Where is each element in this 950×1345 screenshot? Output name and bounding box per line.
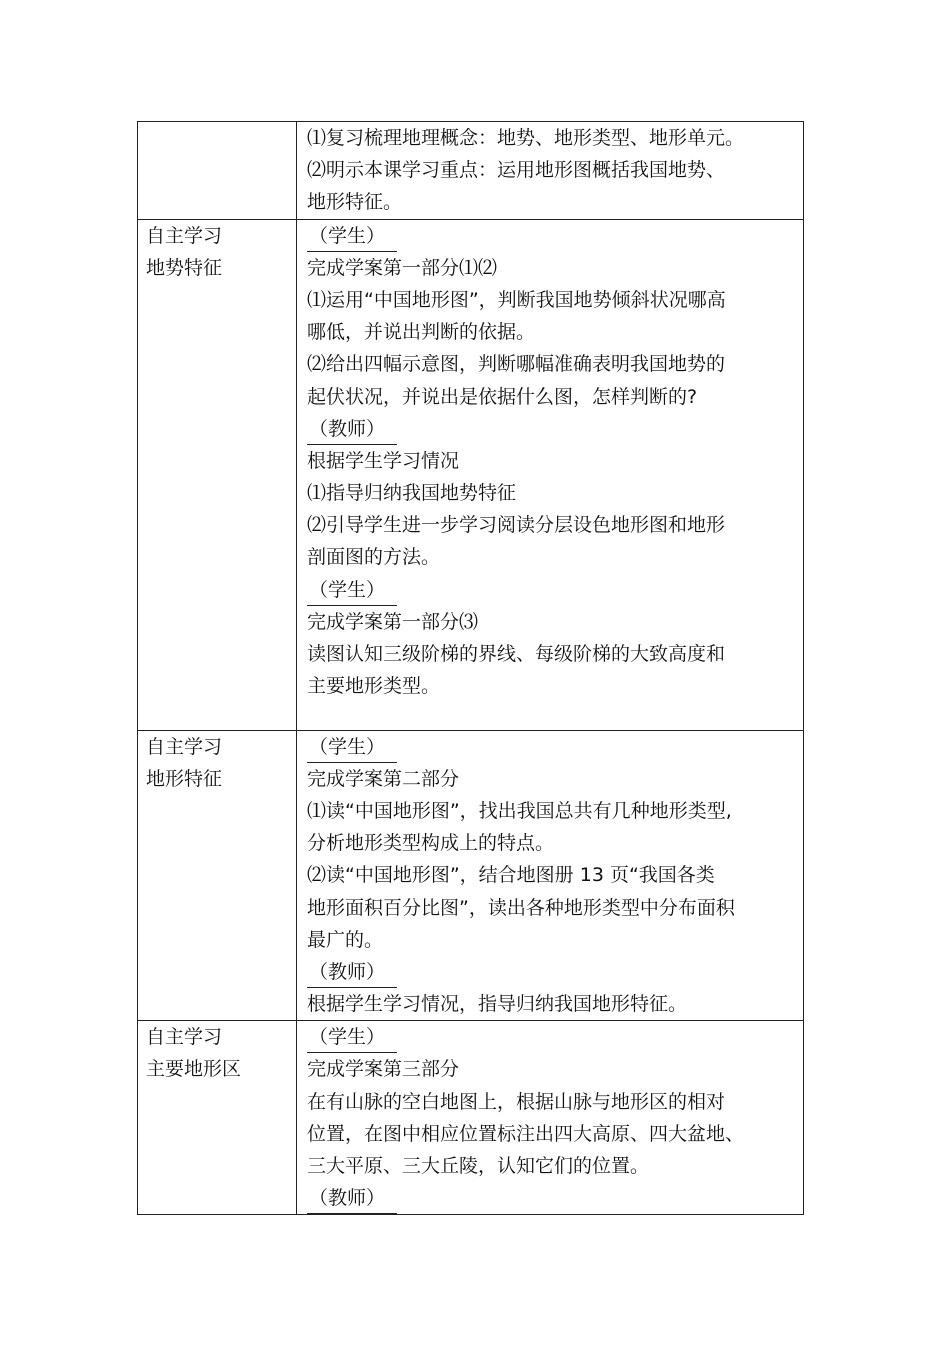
content-cell	[297, 122, 804, 220]
role-label-teacher: （教师）	[307, 957, 397, 988]
text-line: ⑴复习梳理地理概念：地势、地形类型、地形单元。	[307, 127, 745, 149]
text-line: 地形特征。	[307, 191, 403, 214]
text-line: ⑵读“中国地形图”，结合地图册 13 页“我国各类	[307, 864, 715, 887]
text-line: 完成学案第二部分	[307, 767, 460, 790]
stage-label: 自主学习	[146, 1026, 223, 1049]
content-cell	[297, 219, 804, 730]
text-line: 完成学案第一部分⑴⑵	[307, 256, 498, 279]
text-line: 地形面积百分比图”，读出各种地形类型中分布面积	[307, 896, 735, 919]
text-line: 位置，在图中相应位置标注出四大高原、四大盆地、	[307, 1122, 745, 1145]
lesson-plan-table	[137, 121, 804, 1215]
text-line: 分析地形类型构成上的特点。	[307, 832, 555, 855]
stage-cell	[138, 730, 297, 1021]
text-line: 哪低，并说出判断的依据。	[307, 321, 536, 344]
text-line: 剖面图的方法。	[307, 546, 441, 569]
stage-topic: 地形特征	[146, 767, 223, 790]
role-label-student: （学生）	[307, 1022, 397, 1053]
text-line: 读图认知三级阶梯的界线、每级阶梯的大致高度和	[307, 643, 726, 665]
text-line: ⑴指导归纳我国地势特征	[307, 482, 517, 505]
stage-cell	[138, 1021, 297, 1215]
role-label-teacher: （教师）	[307, 414, 397, 445]
table-row-terrain-trend	[138, 219, 804, 730]
text-line: ⑴读“中国地形图”，找出我国总共有几种地形类型,	[307, 799, 732, 822]
stage-cell	[138, 219, 297, 730]
text-line: 完成学案第一部分⑶	[307, 610, 479, 633]
text-line: ⑵明示本课学习重点：运用地形图概括我国地势、	[307, 159, 726, 182]
table-row-landform-features	[138, 730, 804, 1021]
table-row-review	[138, 122, 804, 220]
table-row-landform-regions	[138, 1021, 804, 1215]
role-label-teacher: （教师）	[307, 1183, 397, 1214]
role-label-student: （学生）	[307, 732, 397, 763]
text-line: ⑴运用“中国地形图”，判断我国地势倾斜状况哪高	[307, 288, 726, 311]
text-line: ⑵给出四幅示意图，判断哪幅准确表明我国地势的	[307, 353, 726, 376]
stage-label: 自主学习	[146, 224, 223, 247]
text-line: 完成学案第三部分	[307, 1058, 460, 1081]
content-cell	[297, 730, 804, 1021]
text-line: 主要地形类型。	[307, 675, 441, 698]
text-line: 最广的。	[307, 928, 384, 951]
text-line: 三大平原、三大丘陵，认知它们的位置。	[307, 1155, 650, 1177]
text-line: 起伏状况，并说出是依据什么图，怎样判断的?	[307, 385, 698, 408]
stage-cell-empty	[138, 122, 297, 220]
content-cell	[297, 1021, 804, 1215]
stage-topic: 主要地形区	[146, 1058, 242, 1081]
text-line: 根据学生学习情况，指导归纳我国地形特征。	[307, 993, 688, 1016]
role-label-student: （学生）	[307, 221, 397, 252]
text-line: 在有山脉的空白地图上，根据山脉与地形区的相对	[307, 1090, 726, 1113]
role-label-student: （学生）	[307, 575, 397, 606]
text-line: 根据学生学习情况	[307, 449, 460, 472]
stage-topic: 地势特征	[146, 256, 223, 279]
text-line: ⑵引导学生进一步学习阅读分层设色地形图和地形	[307, 514, 726, 537]
stage-label: 自主学习	[146, 735, 223, 758]
